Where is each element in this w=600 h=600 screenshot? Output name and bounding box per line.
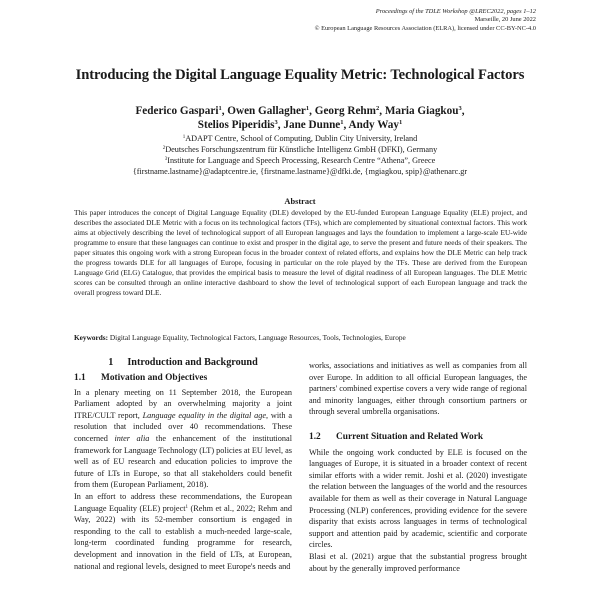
abstract-text: This paper introduces the concept of Digital Language Equality (DLE) developed by the EU-funded European Language Equality (ELE) project, and describes the associated DLE Metric with a focus on its technological factors (TFs), which are complemented by situational contextual factors. This work aims at objectively describing the level of technological support of all European languages and lays the foundation to implement a large-scale EU-wide programme to ensure that these languages can continue to exist and prosper in the digital age, to serve the present and future needs of their speakers. The paper situates this ongoing work with a strong European focus in the broader context of related efforts, and explains how the DLE Metric can help track the progress towards DLE for all languages of Europe, focusing in particular on the role played by the TFs. These are derived from the European Language Grid (ELG) Catalogue, that provides the empirical basis to measure the level of digital readiness of all European languages. The DLE Metric scores can be consulted through an online interactive dashboard to show the level of technological support of each European language and track the overall progress toward DLE. — [74, 208, 527, 297]
keywords-label: Keywords: — [74, 333, 109, 342]
subsection-heading — [74, 373, 292, 385]
affiliation-3 — [0, 155, 600, 166]
abstract-heading: Abstract — [284, 197, 316, 206]
paragraph-text: In a plenary meeting on 11 September 2018, the European Parliament adopted by an overwhelming majority a joint ITRE/CULT report, — [74, 387, 292, 420]
affiliation-number: 3 — [164, 157, 168, 162]
affiliation-marker: 3 — [274, 119, 278, 126]
section-number: 1 — [108, 357, 114, 368]
affiliation-marker: 1 — [218, 105, 222, 112]
affiliations — [0, 133, 600, 177]
subsection-heading — [309, 432, 527, 444]
paragraph: works, associations and initiatives as well as companies from all over Europe. In addition to all official European languages, the partners' combined expertise covers a very wide range of regional and minority languages, either through consortium partners or through several umbrella organisations. — [309, 361, 527, 417]
section-title: Introduction and Background — [127, 357, 258, 368]
keywords — [74, 333, 406, 342]
affiliation-text: Deutsches Forschungszentrum für Künstliche Intelligenz GmbH (DFKI), Germany — [165, 145, 438, 154]
report-title: Language equality in the digital age — [142, 410, 267, 420]
left-column — [74, 373, 292, 572]
latin-phrase: inter alia — [114, 433, 150, 443]
proceedings-line: Proceedings of the TDLE Workshop @LREC2022, pages 1–12 — [375, 8, 536, 15]
license-line: © European Language Resources Association (ELRA), licensed under CC-BY-NC-4.0 — [314, 24, 536, 32]
author-name: Andy Way — [348, 119, 399, 131]
paragraph: While the ongoing work conducted by ELE is focused on the languages of Europe, it is situated in a broader context of recent similar efforts with a wider remit. Joshi et al. (2020) investigate the relation between the languages of the world and the resources available for them as well as their coverage in Natural Language Processing (NLP) conferences, providing evidence for the severe disparity that exists across languages in terms of technological support and attention paid by academic, scientific and corporate circles. — [309, 447, 527, 550]
proceedings-header — [315, 8, 536, 33]
affiliation-number: 1 — [182, 135, 186, 140]
author-list — [0, 104, 600, 132]
paragraph-text: (Rehm et al., 2022; Rehm and Way, 2022) with its 52-member consortium is engaged in responding to the call to establish a much-needed large-scale, long-term coordinated funding programme for research, development and innovation in the field of LTs, at European, national and regional levels, designed to meet Europe's needs and — [74, 503, 292, 571]
author-name: Stelios Piperidis — [197, 119, 275, 131]
affiliation-marker: 1 — [340, 119, 344, 126]
location-date-line: Marseille, 20 June 2022 — [474, 16, 536, 24]
subsection-title: Motivation and Objectives — [101, 373, 208, 383]
author-name: Owen Gallagher — [227, 105, 306, 117]
affiliation-marker: 3 — [458, 105, 462, 112]
keywords-text: Digital Language Equality, Technological Factors, Language Resources, Tools, Technologies, Europe — [109, 333, 406, 342]
paragraph: Blasi et al. (2021) argue that the substantial progress brought about by the generally improved performance — [309, 551, 527, 573]
affiliation-text: Institute for Language and Speech Processing, Research Centre “Athena”, Greece — [167, 156, 436, 165]
paper-title: Introducing the Digital Language Equality Metric: Technological Factors — [75, 67, 525, 83]
author-name: Federico Gaspari — [135, 105, 219, 117]
section-heading — [74, 357, 292, 368]
affiliation-marker: 2 — [375, 105, 380, 112]
paragraph-text: the enhancement of the institutional framework for Language Technology (LT) policies at EU level, as well as of EU research and education policies to improve the future of LTs in Europe, so that all stakeholders could benefit from them (European Parliament, 2018). — [74, 433, 293, 490]
paragraph — [74, 491, 292, 572]
author-name: Maria Giagkou — [384, 105, 459, 117]
author-line-1: Federico Gaspari$^1$, Owen Gallagher$^1$, Georg Rehm$^2$, Maria Giagkou$^3$, — [135, 105, 465, 117]
affiliation-text: ADAPT Centre, School of Computing, Dublin City University, Ireland — [185, 134, 418, 143]
author-line-2: Stelios Piperidis$^3$, Jane Dunne$^1$, Andy Way$^1$ — [197, 119, 403, 131]
affiliation-number: 2 — [162, 146, 166, 151]
affiliation-marker: 1 — [305, 105, 310, 112]
paragraph-text: , with a resolution that included over 40 recommendations. These concerned — [74, 410, 293, 443]
subsection-title: Current Situation and Related Work — [336, 431, 484, 442]
affiliation-marker: 1 — [398, 119, 403, 126]
paragraph — [74, 387, 292, 491]
subsection-number: 1.1 — [74, 373, 86, 383]
footnote-marker: 1 — [185, 504, 189, 510]
affiliation-2 — [0, 144, 600, 155]
author-emails: {firstname.lastname}@adaptcentre.ie, {firstname.lastname}@dfki.de, {mgiagkou, spip}@athenarc.gr — [132, 167, 468, 176]
right-column — [309, 360, 527, 574]
subsection-number: 1.2 — [309, 431, 321, 442]
author-name: Jane Dunne — [283, 119, 341, 131]
affiliation-1 — [0, 133, 600, 144]
author-name: Georg Rehm — [314, 105, 376, 117]
paragraph-text: In an effort to address these recommendations, the European Language Equality (ELE) project — [74, 491, 292, 513]
